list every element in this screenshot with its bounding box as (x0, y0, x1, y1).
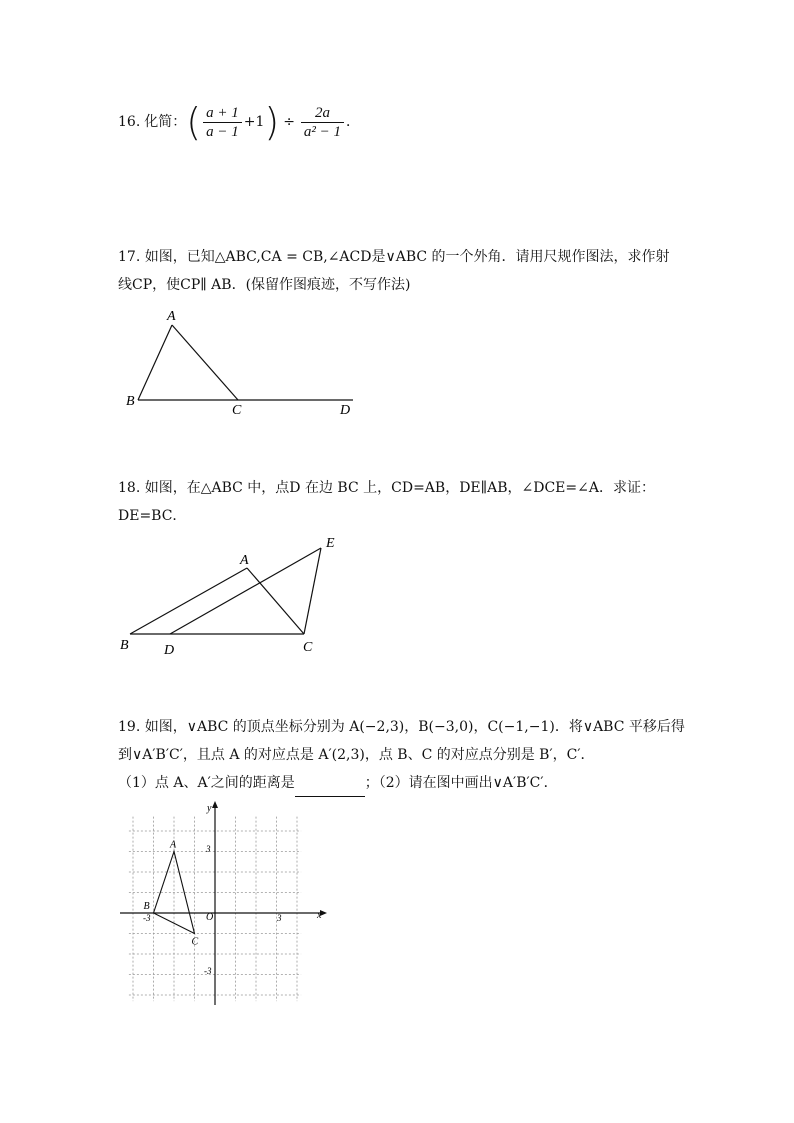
q18-label-a: A (240, 553, 249, 568)
tick-x-pos: 3 (277, 913, 282, 923)
q17-line-ac (172, 325, 238, 400)
q19-line-3 (118, 769, 698, 797)
q18-line-2: DE=BC． (118, 508, 187, 524)
question-17 (118, 243, 688, 299)
q17-label-b: B (126, 394, 135, 409)
y-axis-label: y (207, 803, 212, 814)
q16-frac2-numerator: 2a (301, 104, 344, 123)
q16-div: ÷ (283, 114, 295, 130)
q18-line-ac (247, 568, 304, 634)
q16-prefix: 化简： (144, 114, 187, 130)
q18-label-e: E (326, 536, 335, 551)
q18-figure (115, 530, 355, 660)
left-paren: ( (186, 100, 202, 144)
q18-label-c: C (303, 640, 313, 655)
q17-label-a: A (167, 309, 176, 324)
right-paren: ) (264, 100, 280, 144)
q18-label-d: D (164, 643, 175, 658)
q18-line-ec (304, 548, 321, 634)
q17-line-2: 线CP，使CP∥ AB．(保留作图痕迹，不写作法) (118, 277, 411, 293)
q18-label-b: B (120, 638, 129, 653)
q16-fraction-1 (203, 104, 242, 141)
origin-label: O (206, 912, 214, 923)
x-axis-label: x (317, 910, 322, 921)
q17-label-c: C (232, 403, 242, 418)
question-19 (118, 713, 698, 797)
q19-coordinate-grid (115, 800, 330, 1010)
q16-fraction-2 (301, 104, 344, 141)
tick-y-neg: -3 (204, 966, 212, 976)
q16-frac2-denominator: a² − 1 (303, 123, 342, 140)
tick-y-pos: 3 (206, 844, 211, 854)
q17-line-ba (138, 325, 172, 400)
answer-blank[interactable] (295, 782, 365, 797)
q18-line-1: 18. 如图，在△ABC 中，点D 在边 BC 上，CD=AB，DE∥AB，∠DCE=∠A．求证： (118, 480, 655, 496)
q17-line-1: 17. 如图，已知△ABC,CA = CB,∠ACD是∨ABC 的一个外角．请用尺规作图法，求作射 (118, 249, 670, 265)
q16-end: ． (346, 114, 361, 130)
vertex-label-b: B (143, 901, 150, 912)
vertex-label-c: C (191, 936, 199, 948)
y-axis-arrow-icon (212, 801, 218, 808)
q16-frac1-numerator: a + 1 (203, 104, 242, 123)
q19-line-3b: ；（2）请在图中画出∨A′B′C′． (364, 775, 558, 791)
question-16 (118, 100, 360, 144)
q16-plus-one: +1 (243, 114, 265, 130)
question-18 (118, 474, 688, 530)
q17-figure (118, 305, 368, 420)
q19-line-3a: （1）点 A、A′之间的距离是 (118, 775, 295, 791)
q16-number: 16. (118, 114, 141, 130)
q16-frac1-denominator: a − 1 (206, 123, 239, 140)
q19-line-2: 到∨A′B′C′，且点 A 的对应点是 A′(2,3)，点 B、C 的对应点分别是 B′，C′． (118, 747, 595, 763)
q17-label-d: D (340, 403, 351, 418)
tick-x-neg: -3 (143, 913, 151, 923)
q19-line-1: 19. 如图，∨ABC 的顶点坐标分别为 A(−2,3)，B(−3,0)，C(−1,−1)．将∨ABC 平移后得 (118, 719, 685, 735)
vertex-label-a: A (170, 839, 177, 851)
